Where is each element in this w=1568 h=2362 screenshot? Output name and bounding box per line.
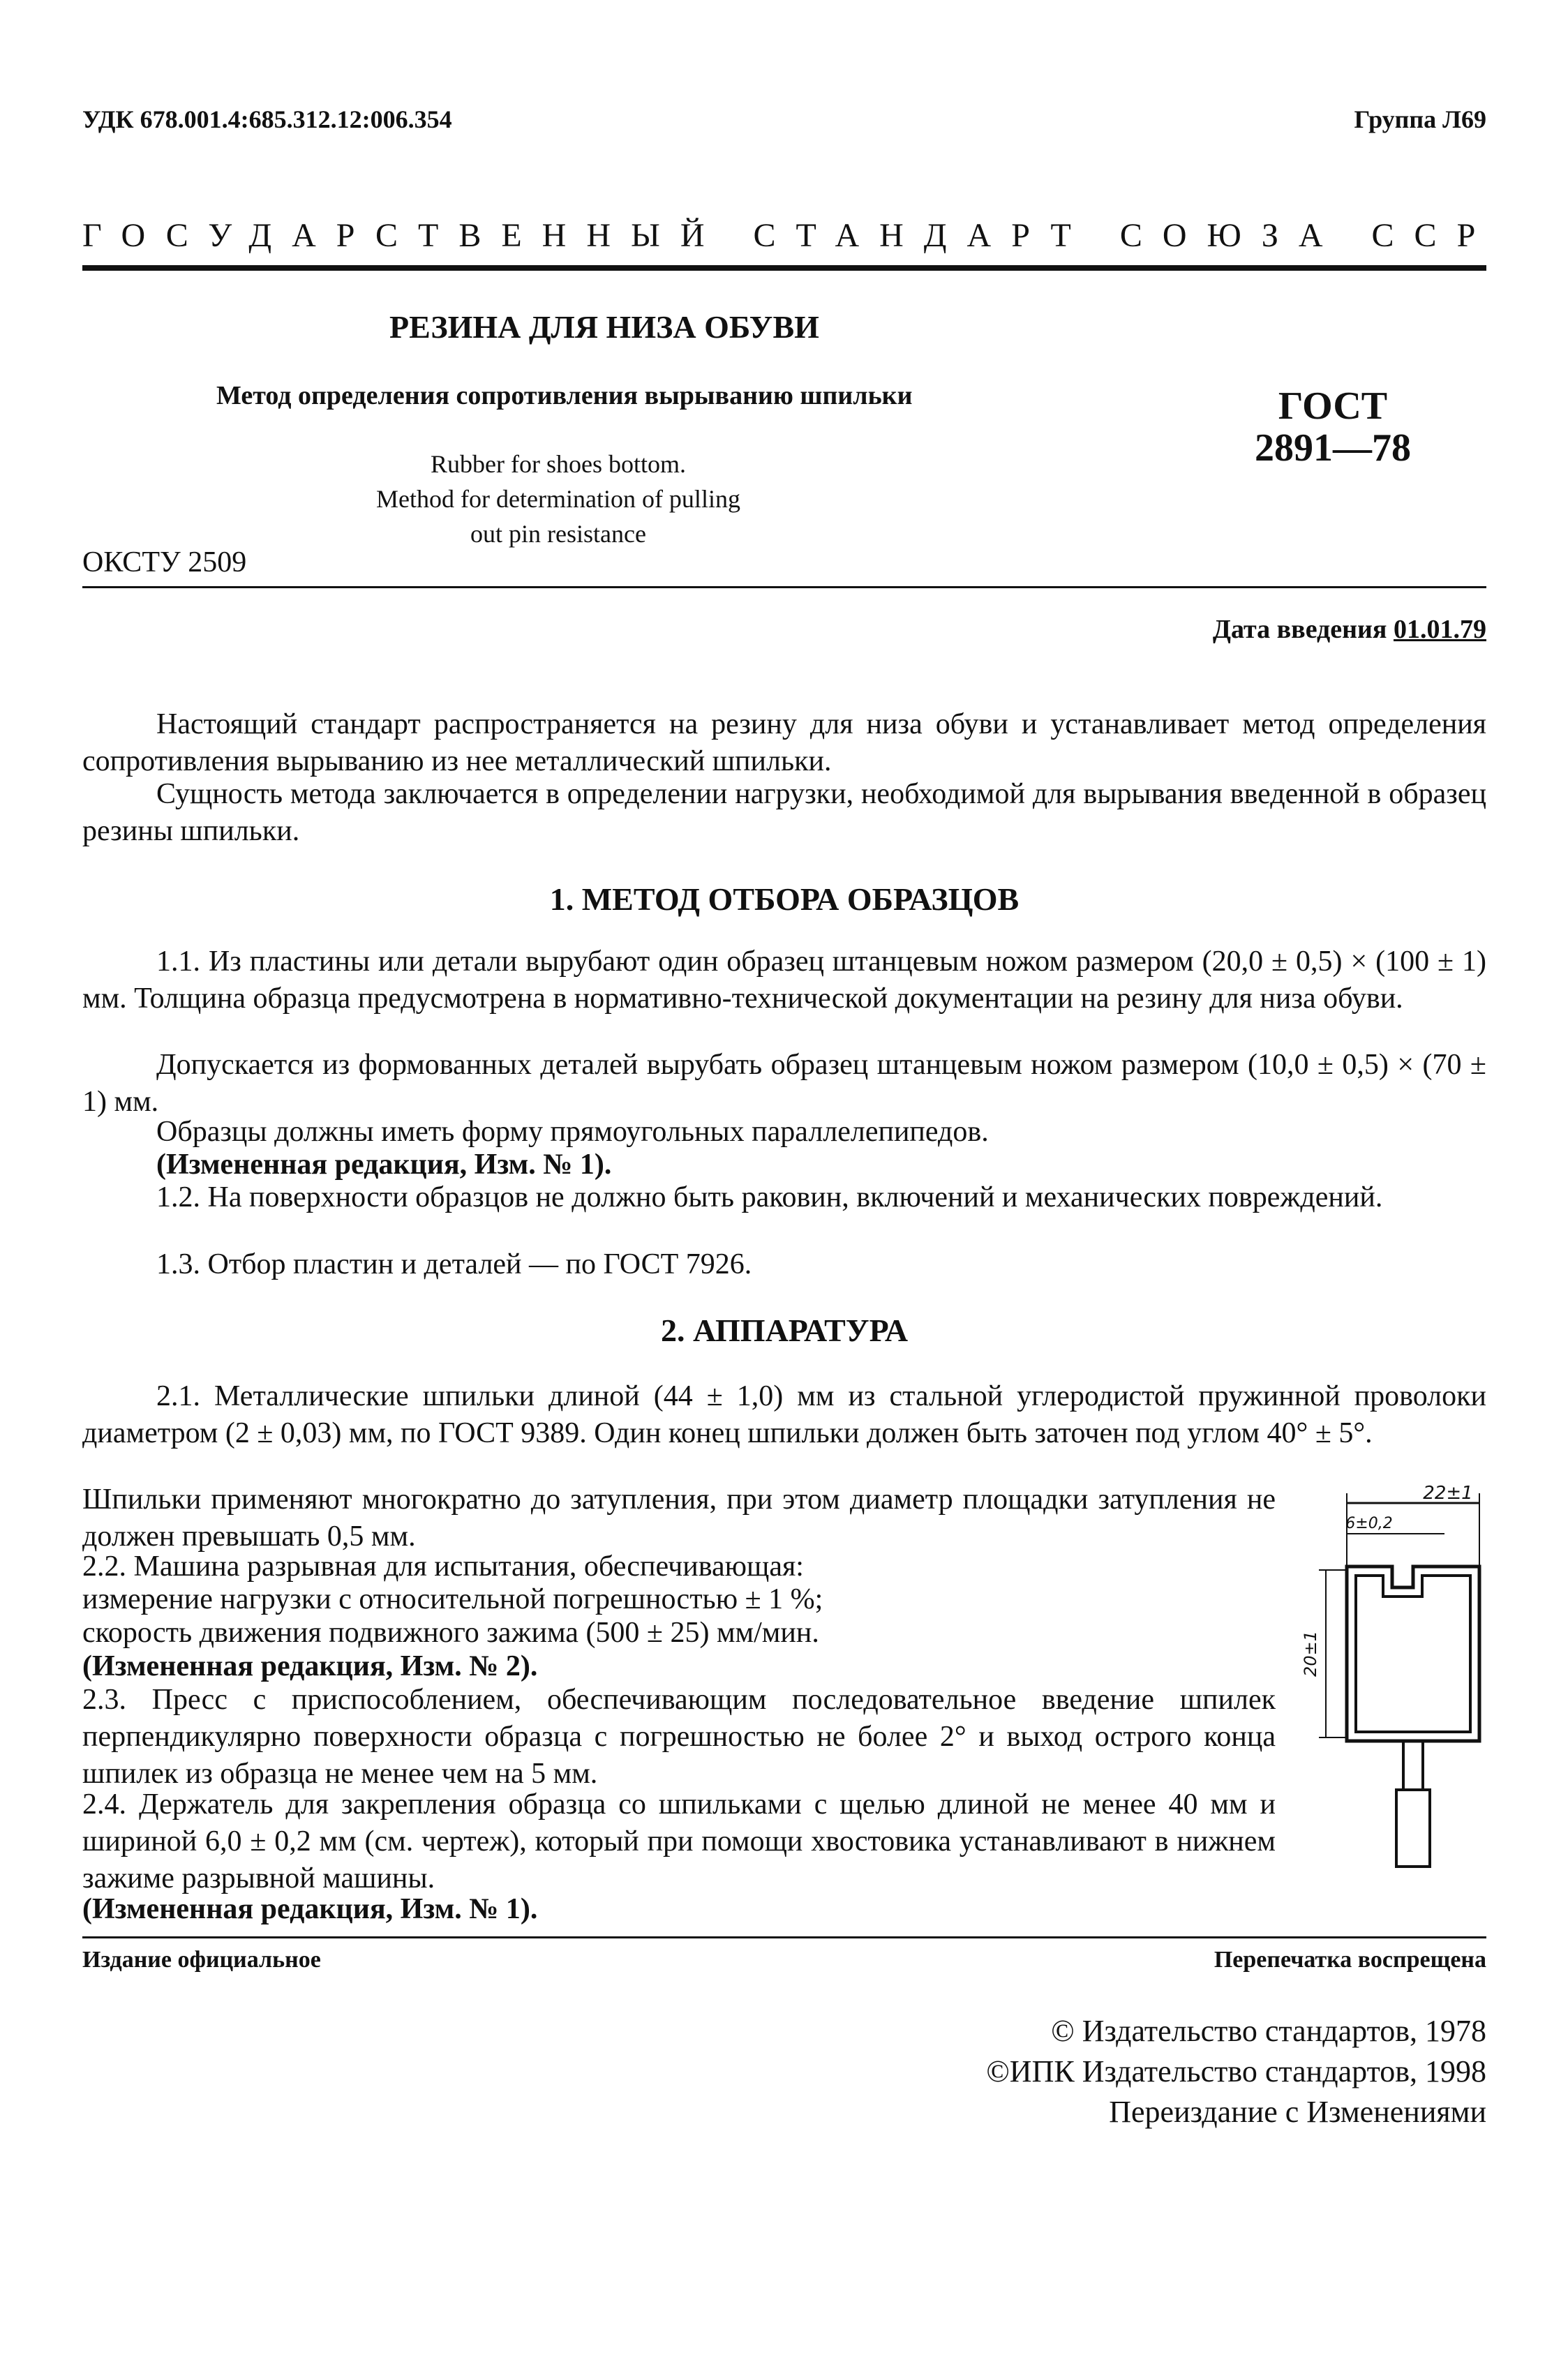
clause-text: скорость движения подвижного зажима (500 ± 25) мм/мин. (82, 1617, 819, 1649)
clause-text: 2.4. Держатель для закрепления образца со шпильками с щелью длиной не менее 40 мм и шириной 6,0 ± 0,2 мм (см. чертеж), который при помощи хвостовика устанавливают в нижнем зажиме разрывной машины. (82, 1788, 1276, 1894)
edit-text: (Измененная редакция, Изм. № 1). (82, 1893, 538, 1925)
clause-text: 1.3. Отбор пластин и деталей — по ГОСТ 7926. (156, 1248, 752, 1280)
english-title (342, 447, 775, 551)
standard-title: ГОСУДАРСТВЕННЫЙ СТАНДАРТ СОЮЗА ССР (82, 217, 1496, 254)
udk-code: УДК 678.001.4:685.312.12:006.354 (82, 105, 452, 133)
english-title-line: out pin resistance (470, 520, 646, 548)
clause-text: измерение нагрузки с относительной погрешностью ± 1 %; (82, 1583, 823, 1615)
edit-note-2 (82, 1648, 1276, 1685)
gost-label: ГОСТ (1278, 384, 1388, 428)
dim-slot-label: 6±0,2 (1345, 1515, 1393, 1532)
document-title: РЕЗИНА ДЛЯ НИЗА ОБУВИ (389, 309, 819, 345)
intro-date-label: Дата введения (1212, 615, 1387, 644)
clause-1-2 (82, 1179, 1486, 1216)
holder-body (1347, 1567, 1479, 1741)
clause-2-3 (82, 1682, 1276, 1793)
holder-inner (1356, 1576, 1470, 1732)
clause-2-4 (82, 1786, 1276, 1897)
clause-text: Шпильки применяют многократно до затупления, при этом диаметр площадки затупления не должен превышать 0,5 мм. (82, 1483, 1276, 1553)
official-edition: Издание официальное (82, 1947, 321, 1973)
dim-top-label: 22±1 (1423, 1483, 1473, 1504)
clause-text: 1.2. На поверхности образцов не должно быть раковин, включений и механических повреждений. (156, 1181, 1383, 1213)
edit-note-3 (82, 1891, 1276, 1928)
edit-text: (Измененная редакция, Изм. № 1). (156, 1149, 612, 1181)
okstu-code: ОКСТУ 2509 (82, 546, 247, 578)
english-title-line: Rubber for shoes bottom. (431, 450, 686, 478)
clause-2-2 (82, 1548, 1276, 1585)
intro-date (1213, 614, 1486, 645)
intro-paragraph (82, 776, 1486, 850)
clause-1-1-shape (82, 1114, 1486, 1151)
clause-2-2-load (82, 1581, 1276, 1618)
group-code: Группа Л69 (1354, 105, 1486, 133)
intro-date-value: 01.01.79 (1394, 615, 1486, 644)
section-2-title: 2. АППАРАТУРА (660, 1313, 909, 1348)
copyright-block (986, 2011, 1486, 2132)
clause-1-1-allowance (82, 1047, 1486, 1121)
intro-text: Сущность метода заключается в определении нагрузки, необходимой для вырывания введенной в образец резины шпильки. (82, 778, 1486, 847)
clause-text: 2.2. Машина разрывная для испытания, обеспечивающая: (82, 1550, 804, 1583)
intro-paragraph (82, 706, 1486, 780)
edit-text: (Измененная редакция, Изм. № 2). (82, 1650, 538, 1682)
copyright-line: ©ИПК Издательство стандартов, 1998 (986, 2054, 1486, 2088)
clause-text: 2.3. Пресс с приспособлением, обеспечивающим последовательное введение шпилек перпендикулярно поверхности образца с погрешностью не более 2° и выход острого конца шпилек из образца не менее чем на 5 мм. (82, 1684, 1276, 1790)
clause-text: Допускается из формованных деталей вырубать образец штанцевым ножом размером (10,0 ± 0,5) × (70 ± 1) мм. (82, 1049, 1486, 1118)
holder-shank (1403, 1741, 1423, 1790)
okstu-rule (82, 586, 1486, 588)
intro-text: Настоящий стандарт распространяется на резину для низа обуви и устанавливает метод определения сопротивления вырыванию из нее металлический шпильки. (82, 708, 1486, 777)
clause-text: 2.1. Металлические шпильки длиной (44 ± 1,0) мм из стальной углеродистой пружинной проволоки диаметром (2 ± 0,03) мм, по ГОСТ 9389. Один конец шпильки должен быть заточен под углом 40° ± 5°. (82, 1380, 1486, 1449)
clause-2-2-speed (82, 1615, 1276, 1652)
title-rule (82, 265, 1486, 271)
clause-text: 1.1. Из пластины или детали вырубают один образец штанцевым ножом размером (20,0 ± 0,5) × (100 ± 1) мм. Толщина образца предусмотрена в нормативно-технической документации на резину для низа обуви. (82, 945, 1486, 1015)
section-1-title: 1. МЕТОД ОТБОРА ОБРАЗЦОВ (549, 881, 1020, 917)
document-subtitle: Метод определения сопротивления вырыванию шпильки (216, 381, 913, 410)
edit-note (82, 1146, 1486, 1183)
dim-height-label: 20±1 (1301, 1631, 1320, 1677)
clause-1-3 (82, 1246, 1486, 1283)
clause-1-1 (82, 943, 1486, 1017)
clause-2-1 (82, 1378, 1486, 1452)
gost-number: 2891—78 (1255, 426, 1411, 470)
holder-drawing (1291, 1479, 1486, 1870)
copyright-line: © Издательство стандартов, 1978 (1051, 2014, 1486, 2048)
reprint-prohibited: Перепечатка воспрещена (1214, 1947, 1486, 1973)
clause-text: Образцы должны иметь форму прямоугольных параллелепипедов. (156, 1116, 989, 1148)
holder-grip (1396, 1790, 1430, 1867)
footer-rule (82, 1936, 1486, 1938)
clause-2-1-reuse (82, 1481, 1276, 1555)
english-title-line: Method for determination of pulling (376, 485, 740, 513)
reissue-line: Переиздание с Изменениями (1109, 2095, 1486, 2129)
